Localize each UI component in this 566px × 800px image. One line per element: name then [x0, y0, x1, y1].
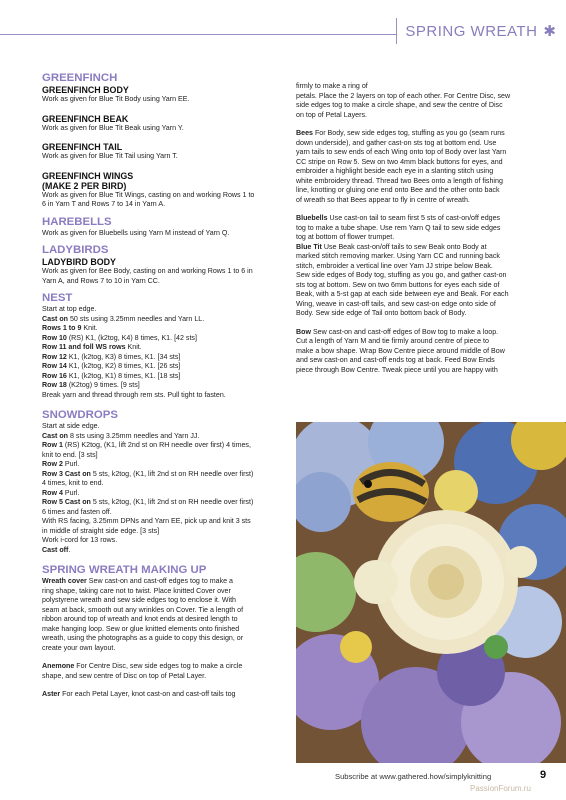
subheading-greenfinch-tail: GREENFINCH TAIL — [42, 142, 123, 152]
text-greenfinch-tail: Work as given for Blue Tit Tail using Yarn T. — [42, 152, 178, 160]
snowdrops-line: With RS facing, 3.25mm DPNs and Yarn EE, pick up and knit 3 sts — [42, 517, 251, 525]
nest-line: Cast on 50 sts using 3.25mm needles and Yarn LL. — [42, 314, 205, 323]
snowdrops-line: Work i-cord for 13 rows. — [42, 536, 118, 544]
heading-ladybirds: LADYBIRDS — [42, 244, 109, 256]
nest-line: Row 18 (K2tog) 9 times. [9 sts] — [42, 381, 140, 389]
aster-cont-line: side edges tog to make a circle shape, and sew the centre of Disc — [296, 101, 503, 109]
blue-tit-line: Sew side edges of Body tog, stuffing as you go, and gather cast-on — [296, 271, 507, 279]
anemone-line: shape, and sew centre of Disc on top of Petal Layer. — [42, 671, 207, 680]
bees-line: down underside), and gather cast-on sts tog at bottom end. Use — [296, 138, 497, 147]
text-harebells: Work as given for Bluebells using Yarn M instead of Yarn Q. — [42, 228, 230, 237]
bow-line: piece through Bow Centre. Tweak piece until you are happy with — [296, 365, 498, 374]
blue-tit-line: Beak, with a 5-st gap at each side between eye and Beak. For each — [296, 290, 509, 298]
making-up-line: make hanging loop. Sew or glue knitted elements onto finished — [42, 624, 240, 633]
heading-harebells: HAREBELLS — [42, 215, 112, 228]
text-greenfinch-wings-2: 6 in Yarn T and Rows 7 to 14 in Yarn A. — [42, 200, 166, 208]
bluebells-line: tog at bottom of flower trumpet. — [296, 233, 395, 241]
making-up-line: ring shape, taking care not to twist. Place knitted Cover over — [42, 586, 231, 595]
bow-line: and sew cast-on and cast-off ends tog at back. Feed Bow Ends — [296, 356, 495, 364]
nest-line: Rows 1 to 9 Knit. — [42, 324, 98, 332]
bees-line: of wreath so that Bees appear to fly in centre of wreath. — [296, 195, 470, 204]
making-up-line: Wreath cover Sew cast-on and cast-off edges tog to make a — [42, 577, 233, 585]
nest-line: Start at top edge. — [42, 305, 97, 313]
snowdrops-line: Cast off. — [42, 545, 71, 554]
blue-tit-line: Body. Sew side edge of Tail onto bottom back of Body. — [296, 309, 467, 317]
nest-line: Row 12 K1, (k2tog, K3) 8 times, K1. [34 sts] — [42, 352, 181, 361]
subheading-greenfinch-body: GREENFINCH BODY — [42, 85, 129, 95]
text-greenfinch-body: Work as given for Blue Tit Body using Yarn EE. — [42, 95, 190, 103]
blue-tit-line: marked stitch removing marker. Using Yarn CC and running back — [296, 252, 500, 260]
snowdrops-line: Start at side edge. — [42, 422, 100, 430]
section-header — [396, 18, 566, 44]
heading-making-up: SPRING WREATH MAKING UP — [42, 564, 207, 576]
subheading-greenfinch-wings: GREENFINCH WINGS — [42, 170, 134, 181]
bluebells-line: tog to make a tube shape. Use rem Yarn Q tail to sew side edges — [296, 223, 501, 232]
snowdrops-line: Row 5 Cast on 5 sts, k2tog, (K1, lift 2nd st on RH needle over first) — [42, 498, 254, 506]
text-ladybird-body-2: Yarn A, and Rows 7 to 10 in Yarn CC. — [42, 276, 160, 285]
heading-snowdrops: SNOWDROPS — [42, 409, 118, 421]
left-column — [42, 72, 282, 700]
wreath-photo — [296, 422, 566, 763]
nest-line: Row 10 (RS) K1, (k2tog, K4) 8 times, K1. [42 sts] — [42, 333, 197, 342]
text-greenfinch-beak: Work as given for Blue Tit Beak using Yarn Y. — [42, 123, 184, 132]
bluebells-line: Bluebells Use cast-on tail to seam first 5 sts of cast-on/off edges — [296, 214, 501, 222]
subheading-greenfinch-wings-note: (MAKE 2 PER BIRD) — [42, 180, 127, 191]
bees-line: CC stripe on Row 5. Sew on two 4mm black buttons for eyes, and — [296, 157, 503, 166]
bow-line: Bow Sew cast-on and cast-off edges of Bow tog to make a loop. — [296, 327, 499, 336]
blue-tit-line: stitch, embroider a vertical line over Yarn JJ stripe below Beak. — [296, 261, 493, 270]
blue-tit-line: sts tog at bottom. Sew on two 6mm buttons for eyes each side of — [296, 280, 500, 289]
page-number: 9 — [540, 769, 547, 781]
aster-cont-line: petals. Place the 2 layers on top of each other. For Centre Disc, sew — [296, 91, 511, 100]
nest-line: Row 11 and foll WS rows Knit. — [42, 343, 142, 351]
snowdrops-line: in middle of straight side edge. [3 sts] — [42, 526, 160, 535]
blue-tit-line: Wing, weave in cast-off tails, and sew cast-on edge onto side of — [296, 299, 496, 308]
bees-line: line, knotting or gluing one end onto Bee and the other onto back — [296, 186, 500, 194]
snowdrops-line: 4 times, knit to end. — [42, 479, 104, 487]
snowdrops-line: Row 2 Purl. — [42, 460, 80, 468]
heading-nest: NEST — [42, 292, 73, 304]
making-up-line: wreath, using the photographs as a guide to copy this design, or — [42, 634, 244, 642]
bees-line: yarn tails to sew ends of each Wing onto top of Body over last Yarn — [296, 148, 507, 156]
aster-cont-line: firmly to make a ring of — [296, 82, 368, 90]
nest-line: Break yarn and thread through rem sts. Pull tight to fasten. — [42, 390, 226, 399]
right-column — [296, 82, 532, 375]
snowdrops-line: 6 times and fasten off. — [42, 507, 112, 516]
bees-line: Bees For Body, sew side edges tog, stuffing as you go (seam runs — [296, 129, 505, 137]
snowdrops-line: knit to end. [3 sts] — [42, 450, 98, 459]
text-greenfinch-wings: Work as given for Blue Tit Wings, casting on and working Rows 1 to — [42, 190, 255, 199]
section-title: SPRING WREATH — [405, 22, 538, 40]
snowdrops-line: Row 3 Cast on 5 sts, k2tog, (K1, lift 2nd st on RH needle over first) — [42, 469, 254, 478]
flower-icon: ✱ — [543, 23, 556, 40]
bow-line: Cut a length of Yarn M and tie firmly around centre of piece to — [296, 337, 489, 345]
blue-tit-line: Blue Tit Use Beak cast-on/off tails to sew Beak onto Body at — [296, 242, 487, 251]
bees-line: white embroidery thread. Thread two Bees onto a length of fishing — [296, 176, 503, 185]
snowdrops-line: Cast on 8 sts using 3.25mm needles and Yarn JJ. — [42, 431, 200, 440]
making-up-line: ribbon around top of wreath and knot ends at desired length to — [42, 615, 238, 623]
aster-cont-line: on top of Petal Layers. — [296, 110, 367, 119]
bow-line: make a bow shape. Wrap Bow Centre piece around middle of Bow — [296, 346, 505, 355]
nest-line: Row 16 K1, (k2tog, K1) 8 times, K1. [18 sts] — [42, 371, 181, 380]
subheading-ladybird-body: LADYBIRD BODY — [42, 257, 116, 267]
bees-line: embroider a highlight beside each eye in a slanting stitch using — [296, 167, 494, 175]
snowdrops-line: Row 1 (RS) K2tog, (K1, lift 2nd st on RH needle over first) 4 times, — [42, 441, 251, 449]
making-up-line: create your own layout. — [42, 643, 116, 652]
making-up-line: seam at back, smooth out any wrinkles on Cover. Tie a length of — [42, 605, 244, 614]
watermark: PassionForum.ru — [470, 784, 531, 793]
text-ladybird-body: Work as given for Bee Body, casting on and working Rows 1 to 6 in — [42, 267, 253, 275]
subheading-greenfinch-beak: GREENFINCH BEAK — [42, 113, 129, 124]
making-up-line: polystyrene wreath and sew side edges tog to enclose it. With — [42, 596, 237, 604]
footer-subscribe: Subscribe at www.gathered.how/simplyknitting — [335, 772, 492, 781]
nest-line: Row 14 K1, (k2tog, K2) 8 times, K1. [26 sts] — [42, 362, 181, 370]
aster-line: Aster For each Petal Layer, knot cast-on and cast-off tails tog — [42, 690, 236, 698]
heading-greenfinch: GREENFINCH — [42, 72, 118, 84]
anemone-line: Anemone For Centre Disc, sew side edges tog to make a circle — [42, 662, 243, 670]
snowdrops-line: Row 4 Purl. — [42, 488, 80, 497]
